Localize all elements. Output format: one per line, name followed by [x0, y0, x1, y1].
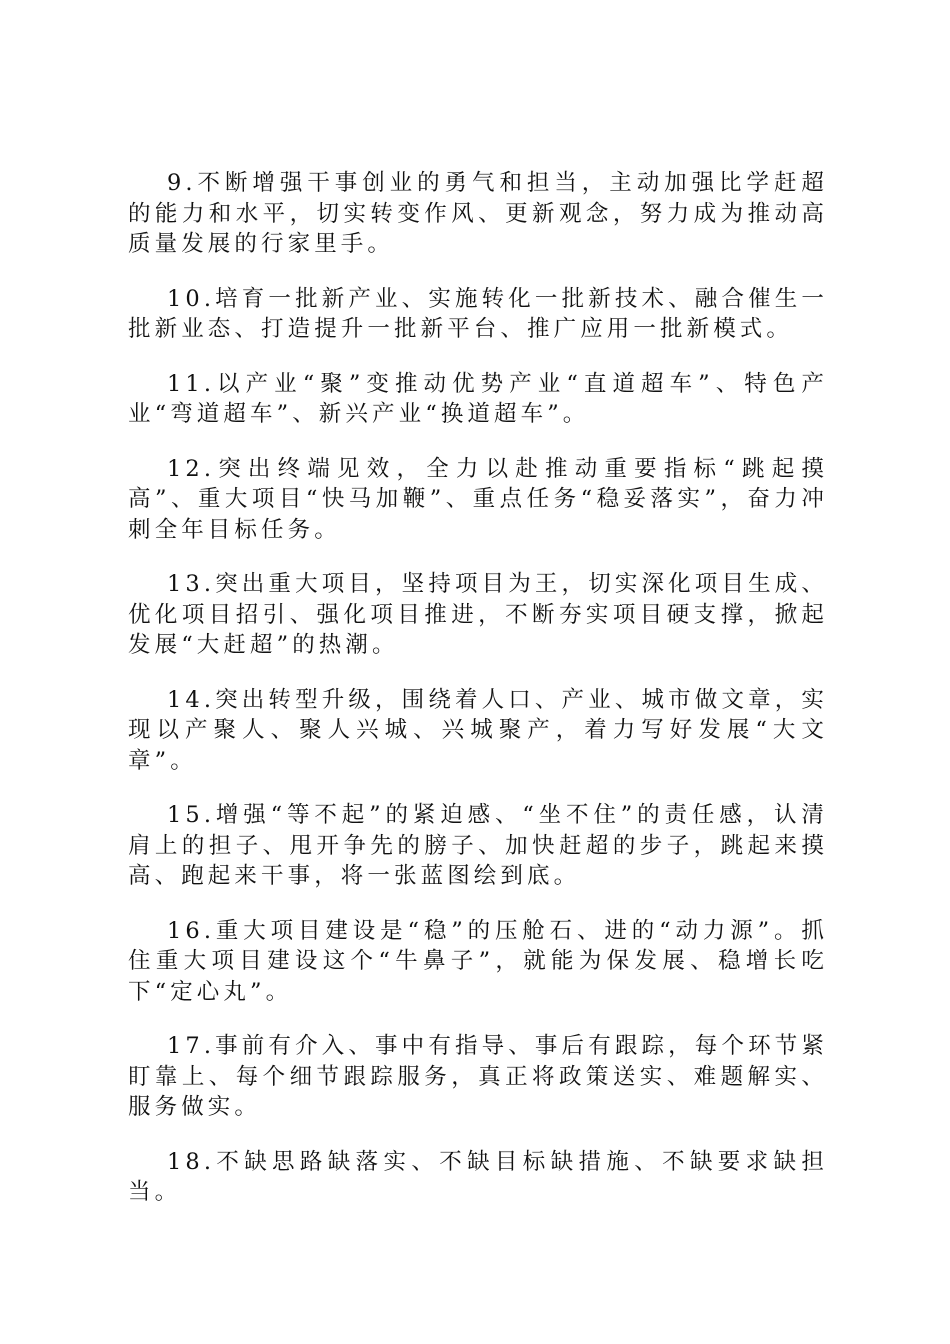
paragraph-18: 18.不缺思路缺落实、不缺目标缺措施、不缺要求缺担当。	[128, 1148, 828, 1205]
paragraph-17: 17.事前有介入、事中有指导、事后有跟踪，每个环节紧盯靠上、每个细节跟踪服务，真正将政策送实、难题解实、服务做实。	[128, 1033, 828, 1120]
paragraph-10: 10.培育一批新产业、实施转化一批新技术、融合催生一批新业态、打造提升一批新平台、推广应用一批新模式。	[128, 285, 828, 342]
paragraph-12: 12.突出终端见效，全力以赴推动重要指标“跳起摸高”、重大项目“快马加鞭”、重点任务“稳妥落实”，奋力冲刺全年目标任务。	[128, 455, 828, 543]
paragraph-15: 15.增强“等不起”的紧迫感、“坐不住”的责任感，认清肩上的担子、甩开争先的膀子、加快赶超的步子，跳起来摸高、跑起来干事，将一张蓝图绘到底。	[128, 802, 828, 889]
paragraph-14: 14.突出转型升级，围绕着人口、产业、城市做文章，实现以产聚人、聚人兴城、兴城聚产，着力写好发展“大文章”。	[128, 686, 828, 774]
paragraph-13: 13.突出重大项目，坚持项目为王，切实深化项目生成、优化项目招引、强化项目推进，不断夯实项目硬支撑，掀起发展“大赶超”的热潮。	[128, 571, 828, 658]
paragraph-11: 11.以产业“聚”变推动优势产业“直道超车”、特色产业“弯道超车”、新兴产业“换道超车”。	[128, 370, 828, 427]
paragraph-9: 9.不断增强干事创业的勇气和担当，主动加强比学赶超的能力和水平，切实转变作风、更新观念，努力成为推动高质量发展的行家里手。	[128, 170, 828, 257]
document-page	[128, 168, 828, 1232]
paragraph-16: 16.重大项目建设是“稳”的压舱石、进的“动力源”。抓住重大项目建设这个“牛鼻子”，就能为保发展、稳增长吃下“定心丸”。	[128, 917, 828, 1005]
